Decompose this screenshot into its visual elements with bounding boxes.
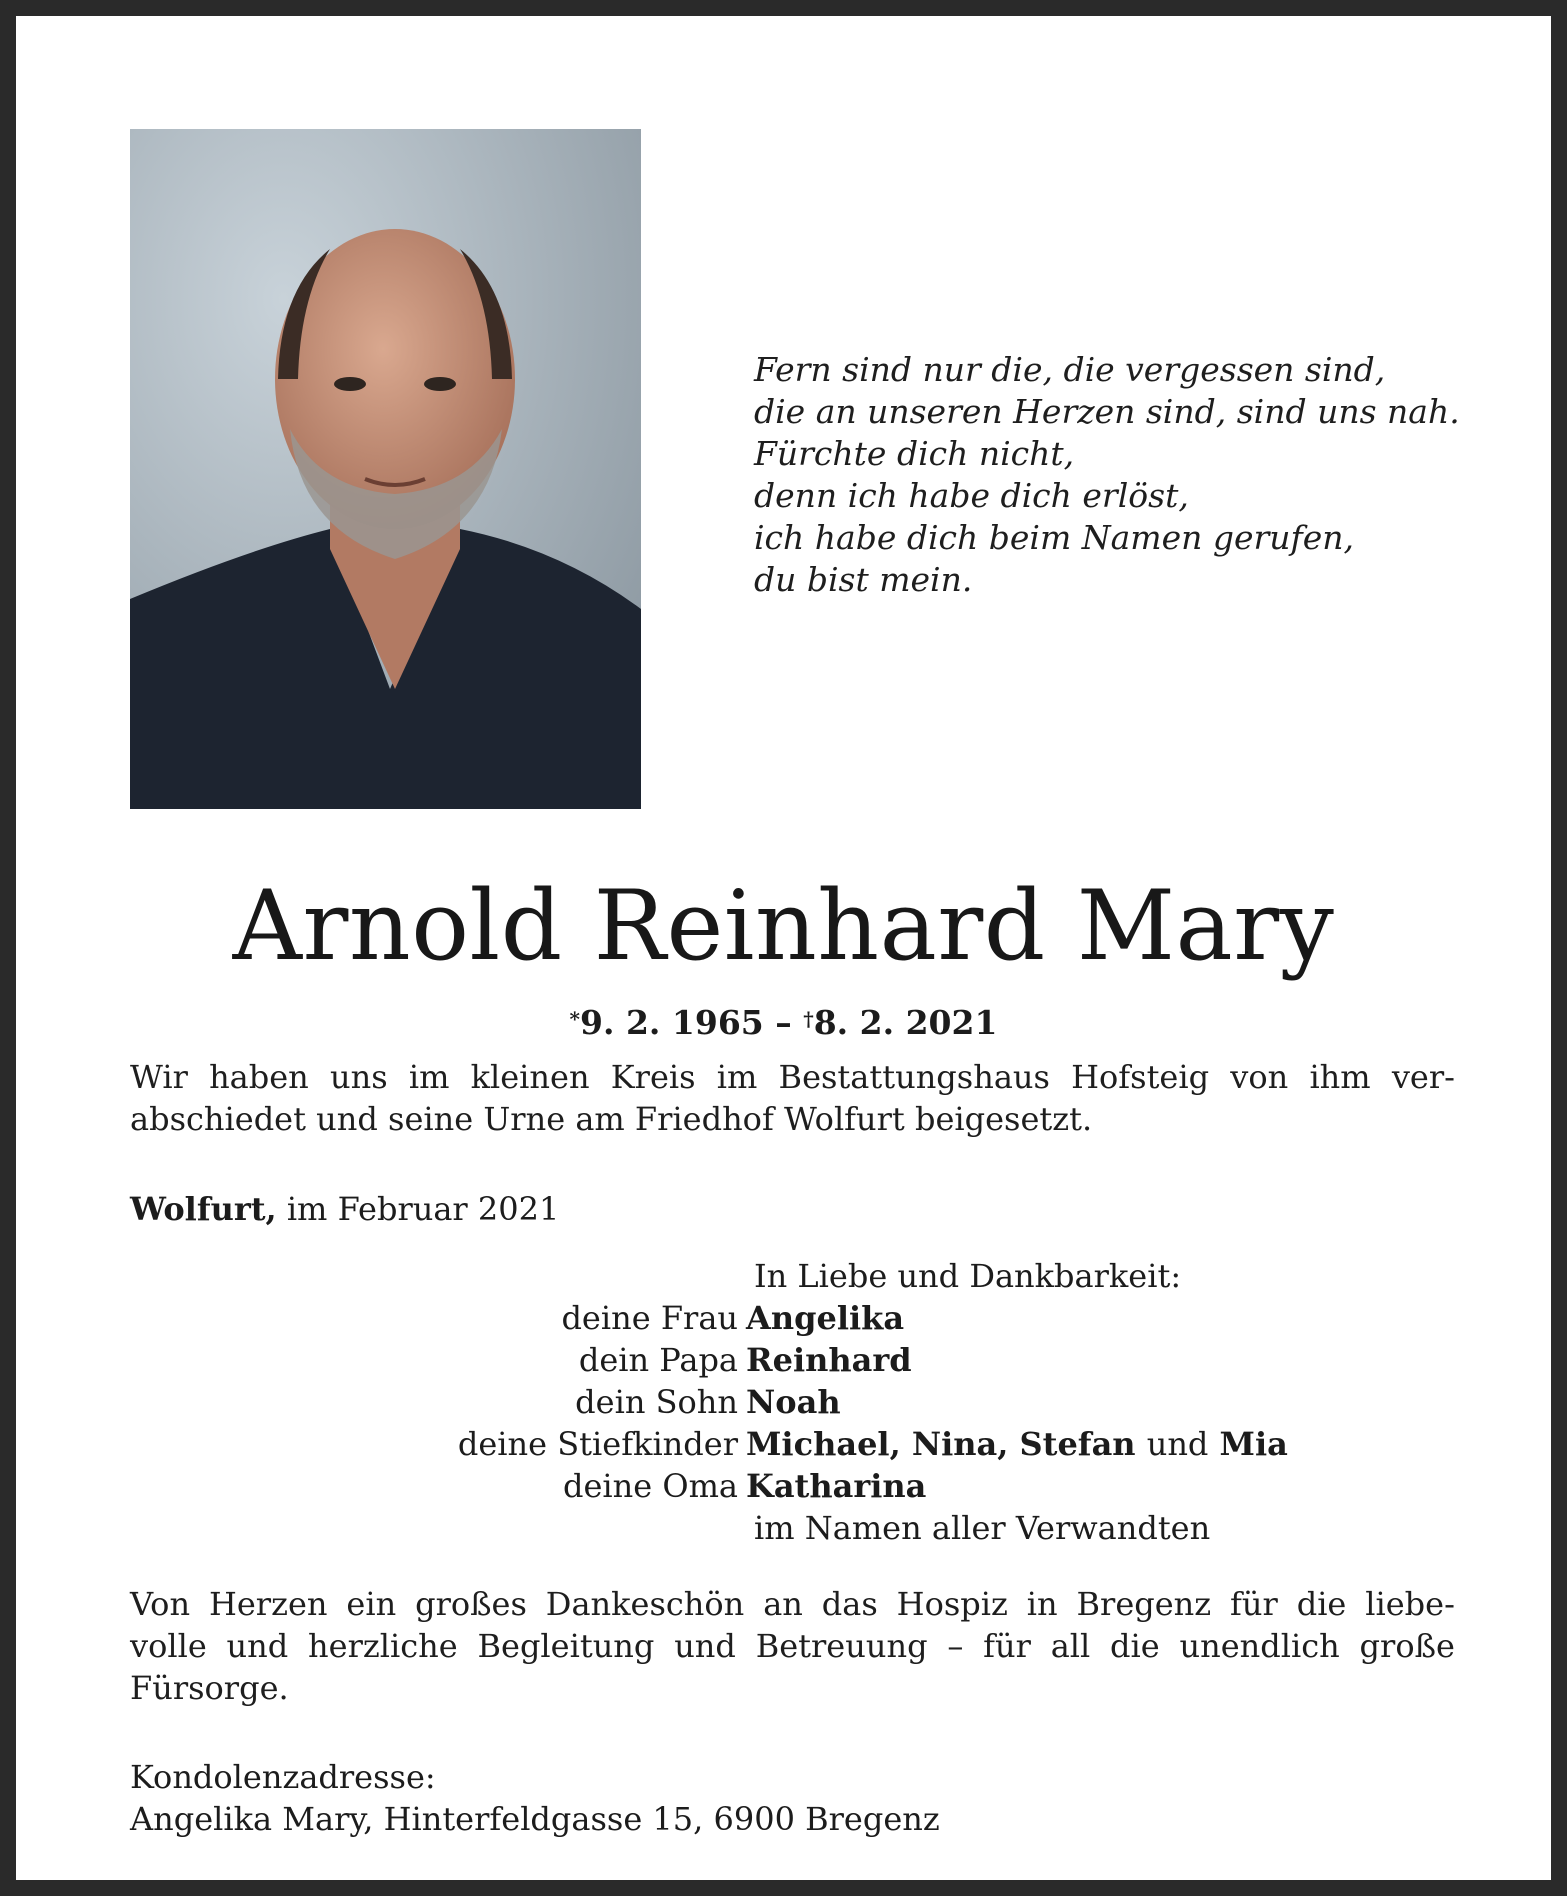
word: – (947, 1627, 964, 1665)
word: in (1026, 1585, 1058, 1623)
death-date: 8. 2. 2021 (813, 1003, 998, 1042)
quote-line: du bist mein. (754, 560, 973, 599)
portrait-photo-icon (130, 129, 641, 809)
family-list (130, 1297, 1455, 1507)
word: im (408, 1058, 450, 1096)
member-name: Mia (1219, 1425, 1288, 1463)
family-member (130, 1297, 1455, 1339)
word: Hofsteig (1071, 1058, 1210, 1096)
obituary-page (16, 16, 1551, 1880)
word: und (226, 1627, 289, 1665)
word: Dankeschön (545, 1585, 745, 1623)
word: und (674, 1627, 736, 1665)
quote-line: denn ich habe dich erlöst, (754, 476, 1189, 515)
member-role: dein Sohn (575, 1383, 738, 1421)
gratitude-paragraph (130, 1583, 1455, 1709)
word: Begleitung (477, 1627, 655, 1665)
member-name: Noah (746, 1383, 841, 1421)
word: Hospiz (896, 1585, 1008, 1623)
word: großes (415, 1585, 527, 1623)
date-separator: – (763, 1003, 804, 1042)
word: unendlich (1179, 1627, 1340, 1665)
word: kleinen (470, 1058, 590, 1096)
life-dates (16, 1001, 1551, 1045)
quote-line: die an unseren Herzen sind, sind uns nah. (754, 392, 1460, 431)
month-year: im Februar 2021 (286, 1190, 560, 1228)
word: das (821, 1585, 878, 1623)
quote-line: Fürchte dich nicht, (754, 434, 1075, 473)
word: Von (130, 1585, 191, 1623)
word: liebe- (1365, 1585, 1455, 1623)
word: Herzen (208, 1585, 328, 1623)
gratitude-line-3: Fürsorge. (130, 1669, 289, 1707)
word: im (716, 1058, 758, 1096)
word: haben (209, 1058, 309, 1096)
town: Wolfurt, (130, 1190, 277, 1228)
word: Kreis (610, 1058, 696, 1096)
family-member (130, 1423, 1455, 1465)
family-heading: In Liebe und Dankbarkeit: (754, 1257, 1182, 1295)
member-names (746, 1423, 1288, 1465)
gratitude-line-2 (130, 1625, 1455, 1667)
member-role: deine Oma (562, 1467, 738, 1505)
member-name: Michael, Nina, Stefan (746, 1425, 1136, 1463)
word: große (1359, 1627, 1455, 1665)
deceased-name: Arnold Reinhard Mary (232, 870, 1335, 982)
death-symbol: † (803, 1007, 814, 1031)
word: die (1110, 1627, 1160, 1665)
gratitude-line-1 (130, 1583, 1455, 1625)
member-role: deine Frau (561, 1299, 738, 1337)
condolence-label: Kondolenzadresse: (130, 1758, 436, 1796)
family-footer: im Namen aller Verwandten (754, 1509, 1211, 1547)
word: Betreuung (755, 1627, 928, 1665)
word: Wir (130, 1058, 188, 1096)
announcement-paragraph (130, 1056, 1455, 1140)
word: für (983, 1627, 1031, 1665)
quote-line: Fern sind nur die, die vergessen sind, (754, 350, 1386, 389)
quote-line: ich habe dich beim Namen gerufen, (754, 518, 1355, 557)
member-name: Katharina (746, 1467, 927, 1505)
memorial-quote (754, 349, 1460, 601)
word: volle (130, 1627, 207, 1665)
word: die (1296, 1585, 1347, 1623)
portrait-photo (130, 129, 641, 809)
announcement-line-1 (130, 1056, 1455, 1098)
family-member (130, 1339, 1455, 1381)
condolence-contact: Angelika Mary, Hinterfeldgasse 15, 6900 Bregenz (130, 1800, 940, 1838)
birth-symbol: * (569, 1007, 581, 1031)
member-role: dein Papa (578, 1341, 738, 1379)
member-role: deine Stiefkinder (457, 1425, 738, 1463)
word: an (763, 1585, 803, 1623)
word: Bestattungshaus (778, 1058, 1050, 1096)
word: herzliche (308, 1627, 458, 1665)
member-name: Angelika (746, 1299, 905, 1337)
word: Bregenz (1076, 1585, 1212, 1623)
condolence-address (130, 1756, 940, 1840)
word: ihm (1309, 1058, 1371, 1096)
family-member (130, 1381, 1455, 1423)
word: von (1230, 1058, 1289, 1096)
member-name: Reinhard (746, 1341, 912, 1379)
place-and-date (130, 1188, 559, 1230)
word: ein (346, 1585, 397, 1623)
word: für (1230, 1585, 1278, 1623)
word: all (1050, 1627, 1091, 1665)
word: uns (329, 1058, 388, 1096)
birth-date: 9. 2. 1965 (580, 1003, 764, 1042)
word: ver- (1391, 1058, 1455, 1096)
member-connector: und (1146, 1425, 1209, 1463)
announcement-line-2: abschiedet und seine Urne am Friedhof Wolfurt beigesetzt. (130, 1100, 1093, 1138)
family-member (130, 1465, 1455, 1507)
